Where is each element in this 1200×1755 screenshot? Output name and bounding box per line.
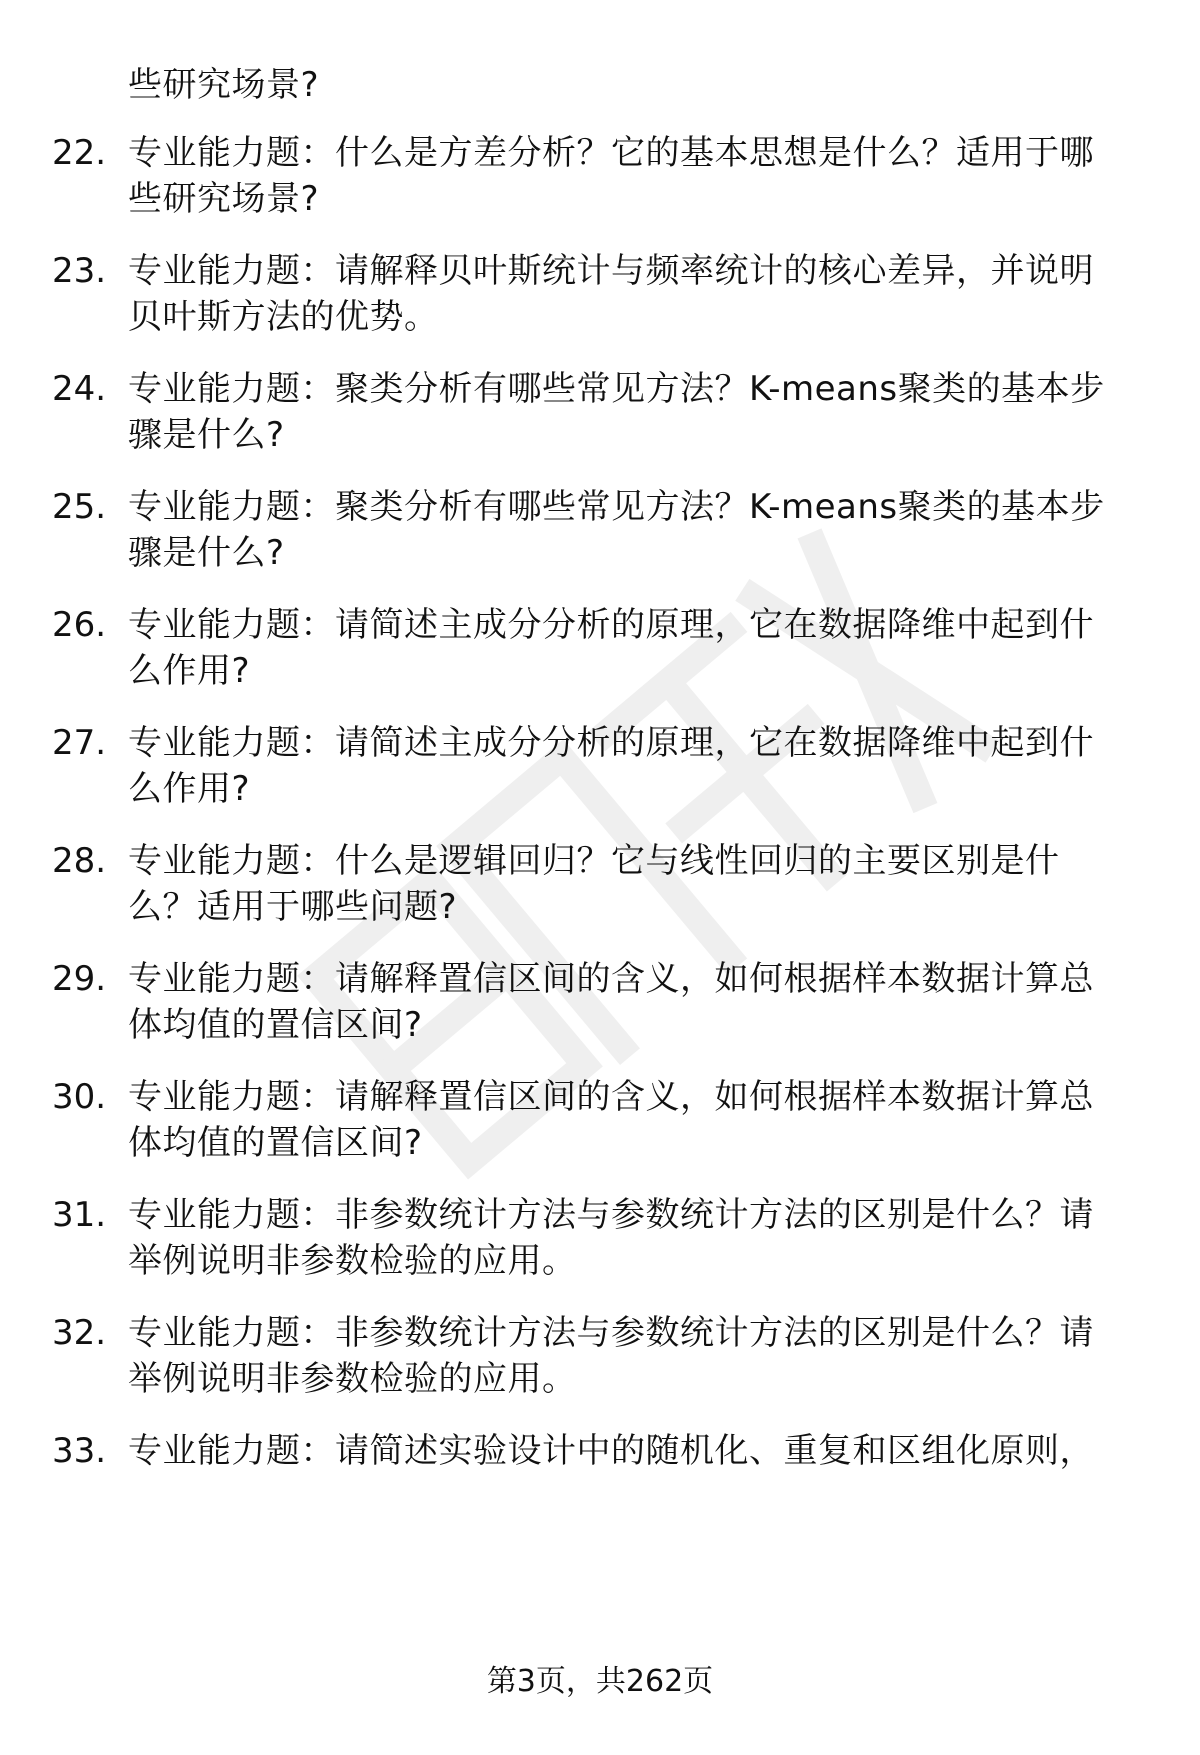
list-item bbox=[0, 1192, 1200, 1292]
item-text bbox=[128, 1192, 1158, 1284]
item-number: 27. bbox=[52, 723, 107, 763]
item-text-line1: 专业能力题：聚类分析有哪些常见方法？K-means聚类的基本步 bbox=[128, 369, 1105, 409]
item-text-line2: 骤是什么? bbox=[128, 533, 285, 573]
item-number: 25. bbox=[52, 487, 107, 527]
item-text-line1: 专业能力题：什么是方差分析？它的基本思想是什么？适用于哪 bbox=[128, 133, 1094, 173]
list-item bbox=[0, 1428, 1200, 1528]
item-number: 28. bbox=[52, 841, 107, 881]
item-text-line2: 么作用? bbox=[128, 651, 251, 691]
item-text-line1: 专业能力题：请简述主成分分析的原理，它在数据降维中起到什 bbox=[128, 605, 1094, 645]
item-text bbox=[128, 130, 1158, 222]
item-text-line2: 举例说明非参数检验的应用。 bbox=[128, 1241, 577, 1281]
item-text-line2: 么？适用于哪些问题? bbox=[128, 887, 458, 927]
item-number: 30. bbox=[52, 1077, 107, 1117]
list-item bbox=[0, 1074, 1200, 1174]
item-text-line1: 专业能力题：请简述主成分分析的原理，它在数据降维中起到什 bbox=[128, 723, 1094, 763]
item-text-line2: 体均值的置信区间? bbox=[128, 1123, 423, 1163]
item-text-line1: 专业能力题：聚类分析有哪些常见方法？K-means聚类的基本步 bbox=[128, 487, 1105, 527]
item-number: 23. bbox=[52, 251, 107, 291]
item-text-line1: 专业能力题：非参数统计方法与参数统计方法的区别是什么？请 bbox=[128, 1313, 1094, 1353]
list-item bbox=[0, 956, 1200, 1056]
item-number: 33. bbox=[52, 1431, 107, 1471]
item-text-line1: 专业能力题：请解释置信区间的含义，如何根据样本数据计算总 bbox=[128, 959, 1094, 999]
item-text-line2: 骤是什么? bbox=[128, 415, 285, 455]
item-text bbox=[128, 956, 1158, 1048]
list-item bbox=[0, 602, 1200, 702]
item-text-line1: 专业能力题：非参数统计方法与参数统计方法的区别是什么？请 bbox=[128, 1195, 1094, 1235]
page-footer: 第3页，共262页 bbox=[486, 1664, 714, 1699]
item-text bbox=[128, 1428, 1158, 1474]
item-text-line1: 专业能力题：什么是逻辑回归？它与线性回归的主要区别是什 bbox=[128, 841, 1060, 881]
item-text bbox=[128, 366, 1158, 458]
item-text-line2: 体均值的置信区间? bbox=[128, 1005, 423, 1045]
item-text bbox=[128, 1074, 1158, 1166]
item-text-line1: 专业能力题：请简述实验设计中的随机化、重复和区组化原则， bbox=[128, 1431, 1094, 1471]
item-text bbox=[128, 602, 1158, 694]
item-text bbox=[128, 484, 1158, 576]
item-text bbox=[128, 1310, 1158, 1402]
list-item bbox=[0, 838, 1200, 938]
item-number: 26. bbox=[52, 605, 107, 645]
item-text bbox=[128, 248, 1158, 340]
list-item bbox=[0, 248, 1200, 348]
continuation-text: 些研究场景? bbox=[128, 65, 320, 105]
list-item bbox=[0, 366, 1200, 466]
item-text-line1: 专业能力题：请解释贝叶斯统计与频率统计的核心差异，并说明 bbox=[128, 251, 1094, 291]
list-item bbox=[0, 130, 1200, 230]
item-number: 24. bbox=[52, 369, 107, 409]
item-number: 29. bbox=[52, 959, 107, 999]
item-text-line2: 么作用? bbox=[128, 769, 251, 809]
item-text-line2: 贝叶斯方法的优势。 bbox=[128, 297, 439, 337]
item-text-line2: 举例说明非参数检验的应用。 bbox=[128, 1359, 577, 1399]
item-number: 31. bbox=[52, 1195, 107, 1235]
item-number: 32. bbox=[52, 1313, 107, 1353]
item-number: 22. bbox=[52, 133, 107, 173]
item-text bbox=[128, 838, 1158, 930]
item-text-line2: 些研究场景? bbox=[128, 179, 320, 219]
list-item bbox=[0, 484, 1200, 584]
item-text-line1: 专业能力题：请解释置信区间的含义，如何根据样本数据计算总 bbox=[128, 1077, 1094, 1117]
list-item bbox=[0, 1310, 1200, 1410]
item-text bbox=[128, 720, 1158, 812]
list-item bbox=[0, 720, 1200, 820]
